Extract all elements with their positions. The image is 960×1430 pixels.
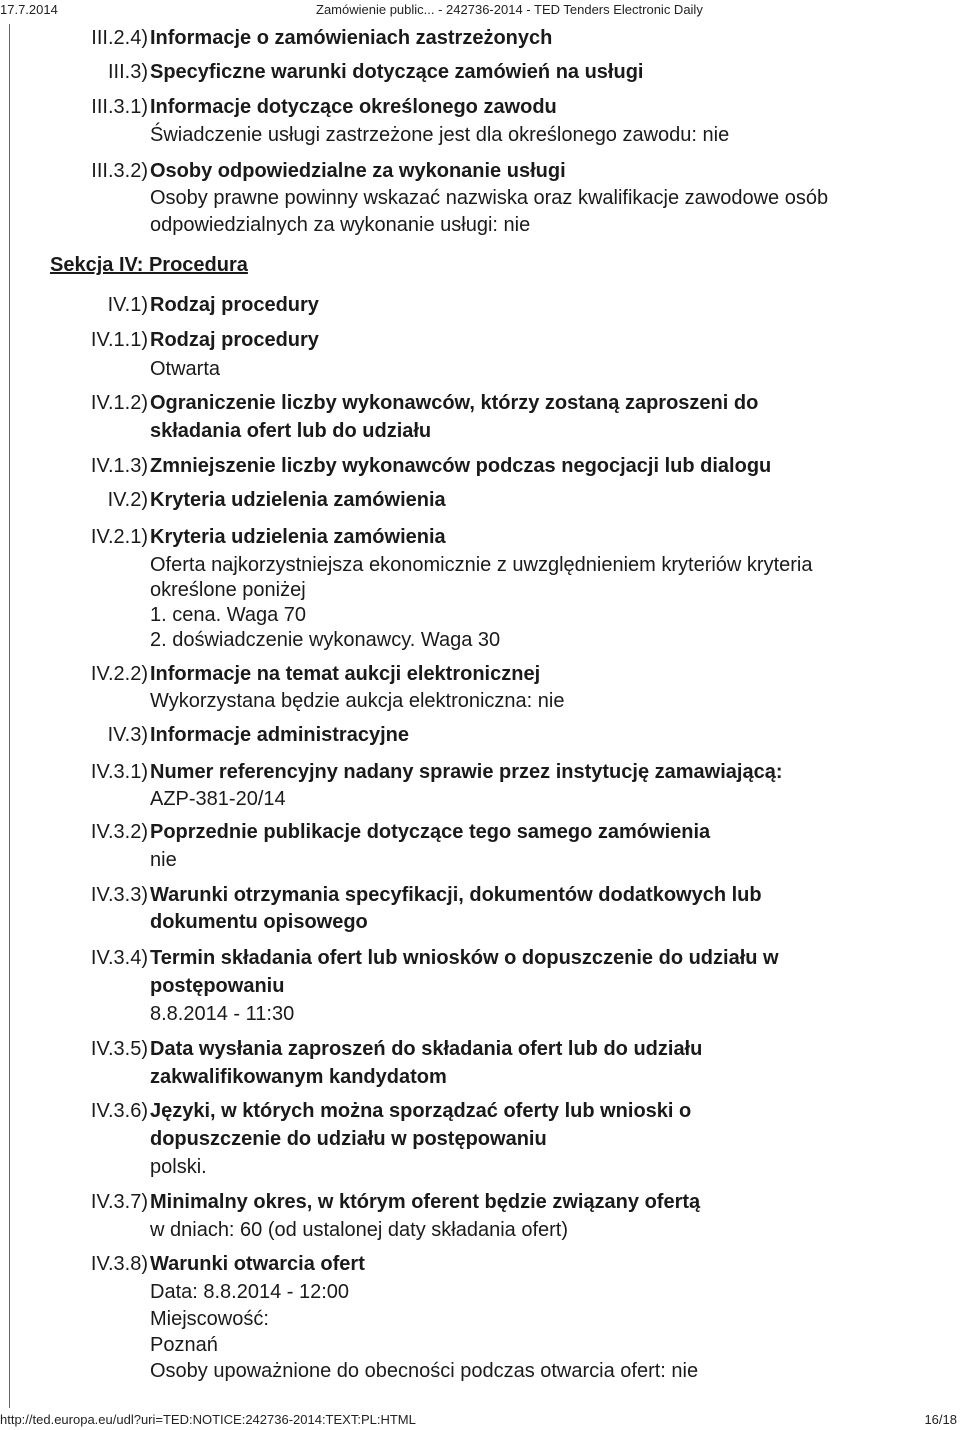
reference-number: AZP-381-20/14 xyxy=(150,788,286,810)
text-iii-3-2-line2: odpowiedzialnych za wykonanie usługi: nie xyxy=(150,214,531,236)
heading-number: III.3.1) xyxy=(91,96,148,118)
language-value: polski. xyxy=(150,1156,207,1178)
deadline-value: 8.8.2014 - 11:30 xyxy=(150,1003,295,1025)
opening-date: Data: 8.8.2014 - 12:00 xyxy=(150,1281,350,1303)
heading-number: IV.3) xyxy=(107,724,148,746)
heading-iv-1-2-line2: składania ofert lub do udziału xyxy=(150,420,432,442)
header-date: 17.7.2014 xyxy=(0,2,58,17)
text-iv-3-2: nie xyxy=(150,849,177,871)
heading-number: IV.3.6) xyxy=(90,1100,148,1122)
heading-number: IV.3.7) xyxy=(90,1191,148,1213)
footer-page-number: 16/18 xyxy=(924,1412,957,1427)
text-iii-3-2-line1: Osoby prawne powinny wskazać nazwiska oraz kwalifikacje zawodowe osób xyxy=(150,187,829,209)
footer-url: http://ted.europa.eu/udl?uri=TED:NOTICE:242736-2014:TEXT:PL:HTML xyxy=(0,1412,416,1427)
heading-number: IV.3.2) xyxy=(90,821,148,843)
heading-number: III.3.2) xyxy=(91,160,148,182)
heading-title: Kryteria udzielenia zamówienia xyxy=(150,526,446,548)
heading-number: IV.2) xyxy=(107,489,148,511)
heading-number: IV.1.3) xyxy=(90,455,148,477)
heading-title: Informacje dotyczące określonego zawodu xyxy=(150,96,557,118)
opening-place: Poznań xyxy=(150,1334,218,1356)
heading-number: III.2.4) xyxy=(91,27,148,49)
section-iv-title: Sekcja IV: Procedura xyxy=(50,254,248,276)
heading-number: IV.3.8) xyxy=(90,1253,148,1275)
heading-number: IV.3.3) xyxy=(90,884,148,906)
text-iv-1-1: Otwarta xyxy=(150,358,221,380)
heading-title: Warunki otwarcia ofert xyxy=(150,1253,365,1275)
heading-number: IV.3.5) xyxy=(90,1038,148,1060)
heading-title: Osoby odpowiedzialne za wykonanie usługi xyxy=(150,160,566,182)
heading-title-line1: Termin składania ofert lub wniosków o dopuszczenie do udziału w xyxy=(150,947,779,969)
heading-number: IV.2.1) xyxy=(90,526,148,548)
heading-number: III.3) xyxy=(107,61,148,83)
text-iii-3-1: Świadczenie usługi zastrzeżone jest dla określonego zawodu: nie xyxy=(150,124,730,146)
heading-title: Informacje na temat aukcji elektronicznej xyxy=(150,663,541,685)
heading-title-line1: Warunki otrzymania specyfikacji, dokumentów dodatkowych lub xyxy=(150,884,762,906)
heading-title-line1: Języki, w których można sporządzać oferty lub wnioski o xyxy=(150,1100,692,1122)
heading-title: Kryteria udzielenia zamówienia xyxy=(150,489,446,511)
heading-number: IV.2.2) xyxy=(90,663,148,685)
heading-iv-3-3-line2: dokumentu opisowego xyxy=(150,911,368,933)
criterion-2: 2. doświadczenie wykonawcy. Waga 30 xyxy=(150,629,501,651)
heading-iv-3-6-line2: dopuszczenie do udziału w postępowaniu xyxy=(150,1128,547,1150)
heading-title: Informacje administracyjne xyxy=(150,724,409,746)
heading-number: IV.1) xyxy=(107,294,148,316)
opening-persons: Osoby upoważnione do obecności podczas otwarcia ofert: nie xyxy=(150,1360,699,1382)
heading-number: IV.3.1) xyxy=(90,761,148,783)
text-iv-3-7: w dniach: 60 (od ustalonej daty składania ofert) xyxy=(150,1219,569,1241)
text-iv-2-1-line2: określone poniżej xyxy=(150,579,306,601)
heading-title: Rodzaj procedury xyxy=(150,329,319,351)
text-iv-2-2: Wykorzystana będzie aukcja elektroniczna: nie xyxy=(150,690,565,712)
criterion-1: 1. cena. Waga 70 xyxy=(150,604,307,626)
heading-number: IV.1.1) xyxy=(90,329,148,351)
page-footer xyxy=(0,1412,960,1430)
heading-title: Informacje o zamówieniach zastrzeżonych xyxy=(150,27,553,49)
heading-title: Zmniejszenie liczby wykonawców podczas negocjacji lub dialogu xyxy=(150,455,772,477)
heading-title-line1: Ograniczenie liczby wykonawców, którzy zostaną zaproszeni do xyxy=(150,392,759,414)
heading-number: IV.3.4) xyxy=(90,947,148,969)
heading-title: Minimalny okres, w którym oferent będzie związany ofertą xyxy=(150,1191,701,1213)
heading-title: Poprzednie publikacje dotyczące tego samego zamówienia xyxy=(150,821,711,843)
heading-iv-3-4-line2: postępowaniu xyxy=(150,975,285,997)
opening-place-label: Miejscowość: xyxy=(150,1308,269,1330)
heading-title: Specyficzne warunki dotyczące zamówień na usługi xyxy=(150,61,644,83)
heading-title: Numer referencyjny nadany sprawie przez instytucję zamawiającą: xyxy=(150,761,783,783)
heading-number: IV.1.2) xyxy=(90,392,148,414)
text-iv-2-1-line1: Oferta najkorzystniejsza ekonomicznie z uwzględnieniem kryteriów kryteria xyxy=(150,554,813,576)
heading-title-line1: Data wysłania zaproszeń do składania ofert lub do udziału xyxy=(150,1038,703,1060)
heading-title: Rodzaj procedury xyxy=(150,294,319,316)
header-title: Zamówienie public... - 242736-2014 - TED Tenders Electronic Daily xyxy=(316,2,703,17)
heading-iv-3-5-line2: zakwalifikowanym kandydatom xyxy=(150,1066,447,1088)
